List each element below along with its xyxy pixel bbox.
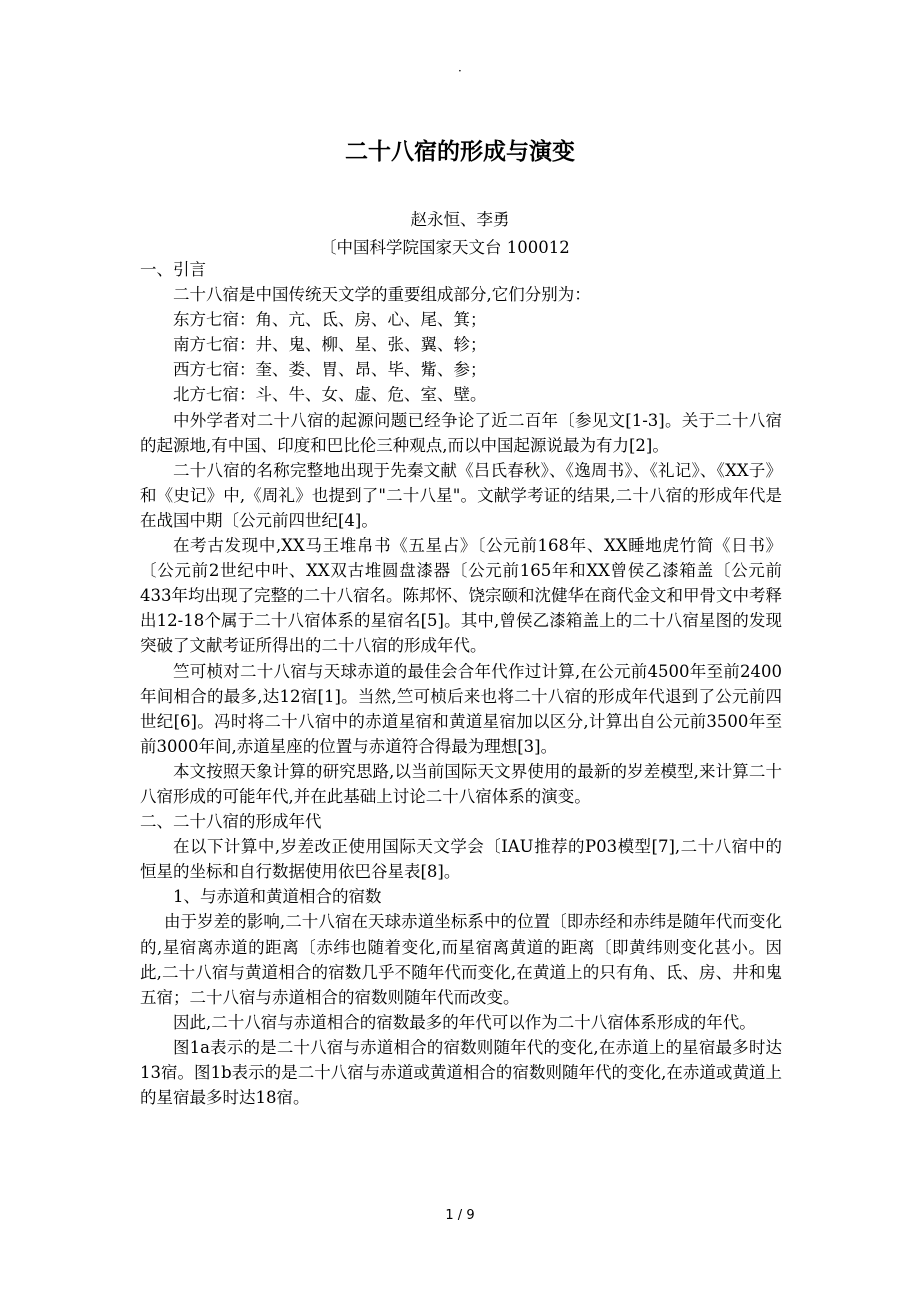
affiliation: 〔中国科学院国家天文台 100012	[320, 238, 570, 257]
section-heading-intro: 一、引言	[140, 260, 206, 279]
section-heading-2: 二、二十八宿的形成年代	[140, 812, 322, 832]
paper-title: 二十八宿的形成与演变	[345, 139, 575, 165]
header-mark: ·	[458, 64, 462, 78]
paragraph: 二十八宿是中国传统天文学的重要组成部分,它们分别为：	[173, 285, 591, 305]
mansion-list-south: 南方七宿：井、鬼、柳、星、张、翼、轸；	[173, 335, 487, 355]
mansion-list-west: 西方七宿：奎、娄、胃、昂、毕、觜、参；	[173, 360, 487, 380]
mansion-list-east: 东方七宿：角、亢、氐、房、心、尾、箕；	[173, 310, 487, 330]
paragraph: 在考古发现中,XX马王堆帛书《五星占》〔公元前168年、XX睡地虎竹简《日书》〔公元前2世纪中叶、XX双古堆圆盘漆器〔公元前165年和XX曾侯乙漆箱盖〔公元前433年均出现了完整的二十八宿名。陈邦怀、饶宗颐和沈健华在商代金文和甲骨文中考释出12-18个属于二十八宿体系的星宿名[5]。其中,曾侯乙漆箱盖上的二十八宿星图的发现突破了文献考证所得出的二十八宿的形成年代。	[140, 536, 782, 656]
paragraph: 中外学者对二十八宿的起源问题已经争论了近二百年〔参见文[1-3]。关于二十八宿的起源地,有中国、印度和巴比伦三种观点,而以中国起源说最为有力[2]。	[140, 410, 782, 455]
authors: 赵永恒、李勇	[410, 210, 510, 229]
paragraph: 因此,二十八宿与赤道相合的宿数最多的年代可以作为二十八宿体系形成的年代。	[173, 1012, 756, 1032]
paragraph: 竺可桢对二十八宿与天球赤道的最佳会合年代作过计算,在公元前4500年至前2400年间相合的最多,达12宿[1]。当然,竺可桢后来也将二十八宿的形成年代退到了公元前四世纪[6]。冯时将二十八宿中的赤道星宿和黄道星宿加以区分,计算出自公元前3500年至前3000年间,赤道星座的位置与赤道符合得最为理想[3]。	[140, 661, 782, 756]
paragraph: 由于岁差的影响,二十八宿在天球赤道坐标系中的位置〔即赤经和赤纬是随年代而变化的,星宿离赤道的距离〔赤纬也随着变化,而星宿离黄道的距离〔即黄纬则变化甚小。因此,二十八宿与黄道相合的宿数几乎不随年代而变化,在黄道上的只有角、氐、房、井和鬼五宿；二十八宿与赤道相合的宿数则随年代而改变。	[140, 912, 782, 1007]
body-text	[140, 257, 782, 1110]
paragraph: 在以下计算中,岁差改正使用国际天文学会〔IAU推荐的P03模型[7],二十八宿中的恒星的坐标和自行数据使用依巴谷星表[8]。	[140, 837, 782, 882]
paragraph: 图1a表示的是二十八宿与赤道相合的宿数则随年代的变化,在赤道上的星宿最多时达13宿。图1b表示的是二十八宿与赤道或黄道相合的宿数则随年代的变化,在赤道或黄道上的星宿最多时达18宿。	[140, 1037, 782, 1108]
paragraph: 二十八宿的名称完整地出现于先秦文献《吕氏春秋》、《逸周书》、《礼记》、《XX子》和《史记》中,《周礼》也提到了"二十八星"。文献学考证的结果,二十八宿的形成年代是在战国中期〔公元前四世纪[4]。	[140, 460, 782, 530]
mansion-list-north: 北方七宿：斗、牛、女、虚、危、室、壁。	[173, 385, 487, 405]
page-number: 1 / 9	[445, 1208, 475, 1223]
paragraph: 本文按照天象计算的研究思路,以当前国际天文界使用的最新的岁差模型,来计算二十八宿形成的可能年代,并在此基础上讨论二十八宿体系的演变。	[140, 761, 782, 806]
subsection-heading-1: 1、与赤道和黄道相合的宿数	[173, 887, 382, 907]
